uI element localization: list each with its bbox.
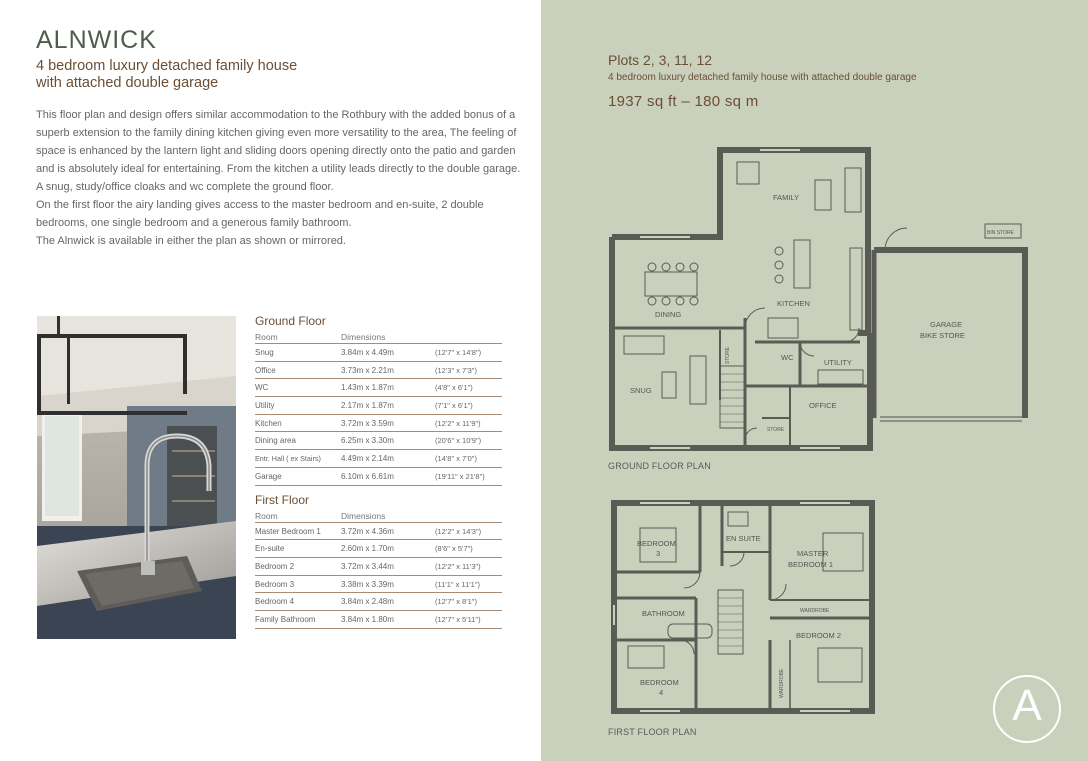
room-metric: 6.10m x 6.61m xyxy=(341,471,394,481)
label-office: OFFICE xyxy=(809,401,837,410)
table-row xyxy=(255,432,502,450)
label-bedroom3-line2: 3 xyxy=(656,549,661,558)
room-imperial: (20'6" x 10'9") xyxy=(435,436,482,446)
room-name: Master Bedroom 1 xyxy=(255,526,321,536)
room-metric: 3.38m x 3.39m xyxy=(341,579,394,589)
kitchen-photo xyxy=(37,316,236,639)
table-row xyxy=(255,468,502,486)
room-name: Bedroom 4 xyxy=(255,597,295,607)
room-name: Bedroom 2 xyxy=(255,561,295,571)
room-name: Garage xyxy=(255,471,282,481)
left-panel xyxy=(0,0,541,761)
label-store: STORE xyxy=(725,346,731,364)
table-row xyxy=(255,576,502,594)
first-floor-header xyxy=(255,509,502,523)
subtitle-line-2: with attached double garage xyxy=(36,75,219,91)
label-bathroom: BATHROOM xyxy=(642,609,685,618)
ground-floor-header xyxy=(255,330,502,344)
subtitle-line-1: 4 bedroom luxury detached family house xyxy=(36,58,298,74)
table-row xyxy=(255,558,502,576)
label-family: FAMILY xyxy=(773,193,800,202)
table-row xyxy=(255,344,502,362)
room-imperial: (7'1" x 6'1") xyxy=(435,401,473,411)
table-row xyxy=(255,379,502,397)
room-metric: 3.72m x 4.36m xyxy=(341,526,394,536)
label-en-suite: EN SUITE xyxy=(726,534,761,543)
room-name: Snug xyxy=(255,348,274,357)
room-imperial: (14'8" x 7'0") xyxy=(435,454,477,464)
room-imperial: (4'8" x 6'1") xyxy=(435,383,473,393)
table-row xyxy=(255,593,502,611)
table-row xyxy=(255,362,502,380)
first-floor-caption: FIRST FLOOR PLAN xyxy=(608,727,697,737)
table-row xyxy=(255,523,502,541)
label-bedroom2: BEDROOM 2 xyxy=(796,631,842,640)
room-name: Kitchen xyxy=(255,418,282,428)
room-imperial: (19'11" x 21'8") xyxy=(435,471,485,481)
floor-area: 1937 sq ft – 180 sq m xyxy=(608,93,759,110)
room-name: Utility xyxy=(255,401,275,411)
table-row xyxy=(255,397,502,415)
header-dimensions: Dimensions xyxy=(341,332,386,342)
table-row xyxy=(255,450,502,468)
room-name: Bedroom 3 xyxy=(255,579,295,589)
room-metric: 2.60m x 1.70m xyxy=(341,544,394,554)
label-master-line2: BEDROOM 1 xyxy=(788,560,834,569)
label-wc: WC xyxy=(781,353,794,362)
plan-type-badge: A xyxy=(1012,681,1042,730)
label-bedroom3-line1: BEDROOM xyxy=(637,539,676,548)
label-wardrobe: WARDROBE xyxy=(800,608,830,614)
ground-floor-labels xyxy=(630,193,1015,433)
room-metric: 3.84m x 1.80m xyxy=(341,614,394,624)
description xyxy=(36,106,526,250)
ground-floor-title: Ground Floor xyxy=(255,314,326,328)
label-bike-store: BIKE STORE xyxy=(920,331,965,340)
room-name: En-suite xyxy=(255,544,285,554)
room-metric: 1.43m x 1.87m xyxy=(341,383,394,393)
page-subtitle xyxy=(36,58,396,92)
label-bedroom4-line1: BEDROOM xyxy=(640,678,679,687)
table-row xyxy=(255,415,502,433)
description-paragraph-2: On the first floor the airy landing gives access to the master bedroom and en-suite, 2 double bedrooms, one single bedroom and a generous family bathroom. xyxy=(36,199,484,229)
plots-title: Plots 2, 3, 11, 12 xyxy=(608,52,713,68)
first-floor-labels xyxy=(637,534,841,698)
room-imperial: (12'2" x 14'3") xyxy=(435,526,482,536)
room-metric: 3.84m x 2.48m xyxy=(341,597,394,607)
room-metric: 6.25m x 3.30m xyxy=(341,436,394,446)
ground-floor-rows xyxy=(255,344,502,486)
label-garage: GARAGE xyxy=(930,320,963,329)
first-floor-rows xyxy=(255,523,502,629)
room-imperial: (12'3" x 7'3") xyxy=(435,365,477,375)
floor-plans xyxy=(541,0,1088,761)
room-metric: 4.49m x 2.14m xyxy=(341,454,394,464)
room-name: WC xyxy=(255,383,269,393)
room-imperial: (12'7" x 5'11") xyxy=(435,614,481,624)
room-imperial: (12'2" x 11'3") xyxy=(435,561,481,571)
room-metric: 3.72m x 3.59m xyxy=(341,418,394,428)
plots-subtitle: 4 bedroom luxury detached family house with attached double garage xyxy=(608,72,917,83)
label-bedroom4-line2: 4 xyxy=(659,688,664,697)
table-row xyxy=(255,611,502,629)
room-name: Family Bathroom xyxy=(255,614,316,624)
description-paragraph-3: The Alnwick is available in either the plan as shown or mirrored. xyxy=(36,235,346,247)
room-imperial: (8'6" x 5'7") xyxy=(435,544,473,554)
label-bin-store: BIN STORE xyxy=(987,230,1014,236)
label-kitchen: KITCHEN xyxy=(777,299,810,308)
room-name: Entr. Hall ( ex Stairs) xyxy=(255,454,321,464)
room-metric: 2.17m x 1.87m xyxy=(341,401,394,411)
description-paragraph-1: This floor plan and design offers similar accommodation to the Rothbury with the added bonus of a superb extension to the family dining kitchen giving even more versatility to the area, The feeling of space is enhanced by the lantern light and sliding doors opening directly onto the patio and garden and is absolutely ideal for entertaining. From the kitchen a utility leads directly to the double garage. A snug, study/office cloaks and wc complete the ground floor. xyxy=(36,109,521,193)
first-floor-title: First Floor xyxy=(255,492,309,507)
room-metric: 3.72m x 3.44m xyxy=(341,561,394,571)
room-metric: 3.84m x 4.49m xyxy=(341,348,394,357)
room-tables xyxy=(255,312,502,629)
label-wardrobe-vertical: WARDROBE xyxy=(779,668,785,698)
label-snug: SNUG xyxy=(630,386,652,395)
header-room: Room xyxy=(255,510,278,521)
ground-floor-caption: GROUND FLOOR PLAN xyxy=(608,461,711,471)
room-imperial: (12'7" x 14'8") xyxy=(435,348,482,357)
header-room: Room xyxy=(255,332,278,342)
room-imperial: (12'2" x 11'9") xyxy=(435,418,481,428)
label-store-small: STORE xyxy=(767,427,785,433)
room-name: Dining area xyxy=(255,436,296,446)
table-row xyxy=(255,540,502,558)
room-imperial: (11'1" x 11'1") xyxy=(435,579,481,589)
page-title: ALNWICK xyxy=(36,26,157,54)
room-imperial: (12'7" x 8'1") xyxy=(435,597,477,607)
label-master-line1: MASTER xyxy=(797,549,829,558)
label-dining: DINING xyxy=(655,310,682,319)
label-utility: UTILITY xyxy=(824,358,852,367)
room-name: Office xyxy=(255,365,276,375)
header-dimensions: Dimensions xyxy=(341,510,386,521)
room-metric: 3.73m x 2.21m xyxy=(341,365,394,375)
